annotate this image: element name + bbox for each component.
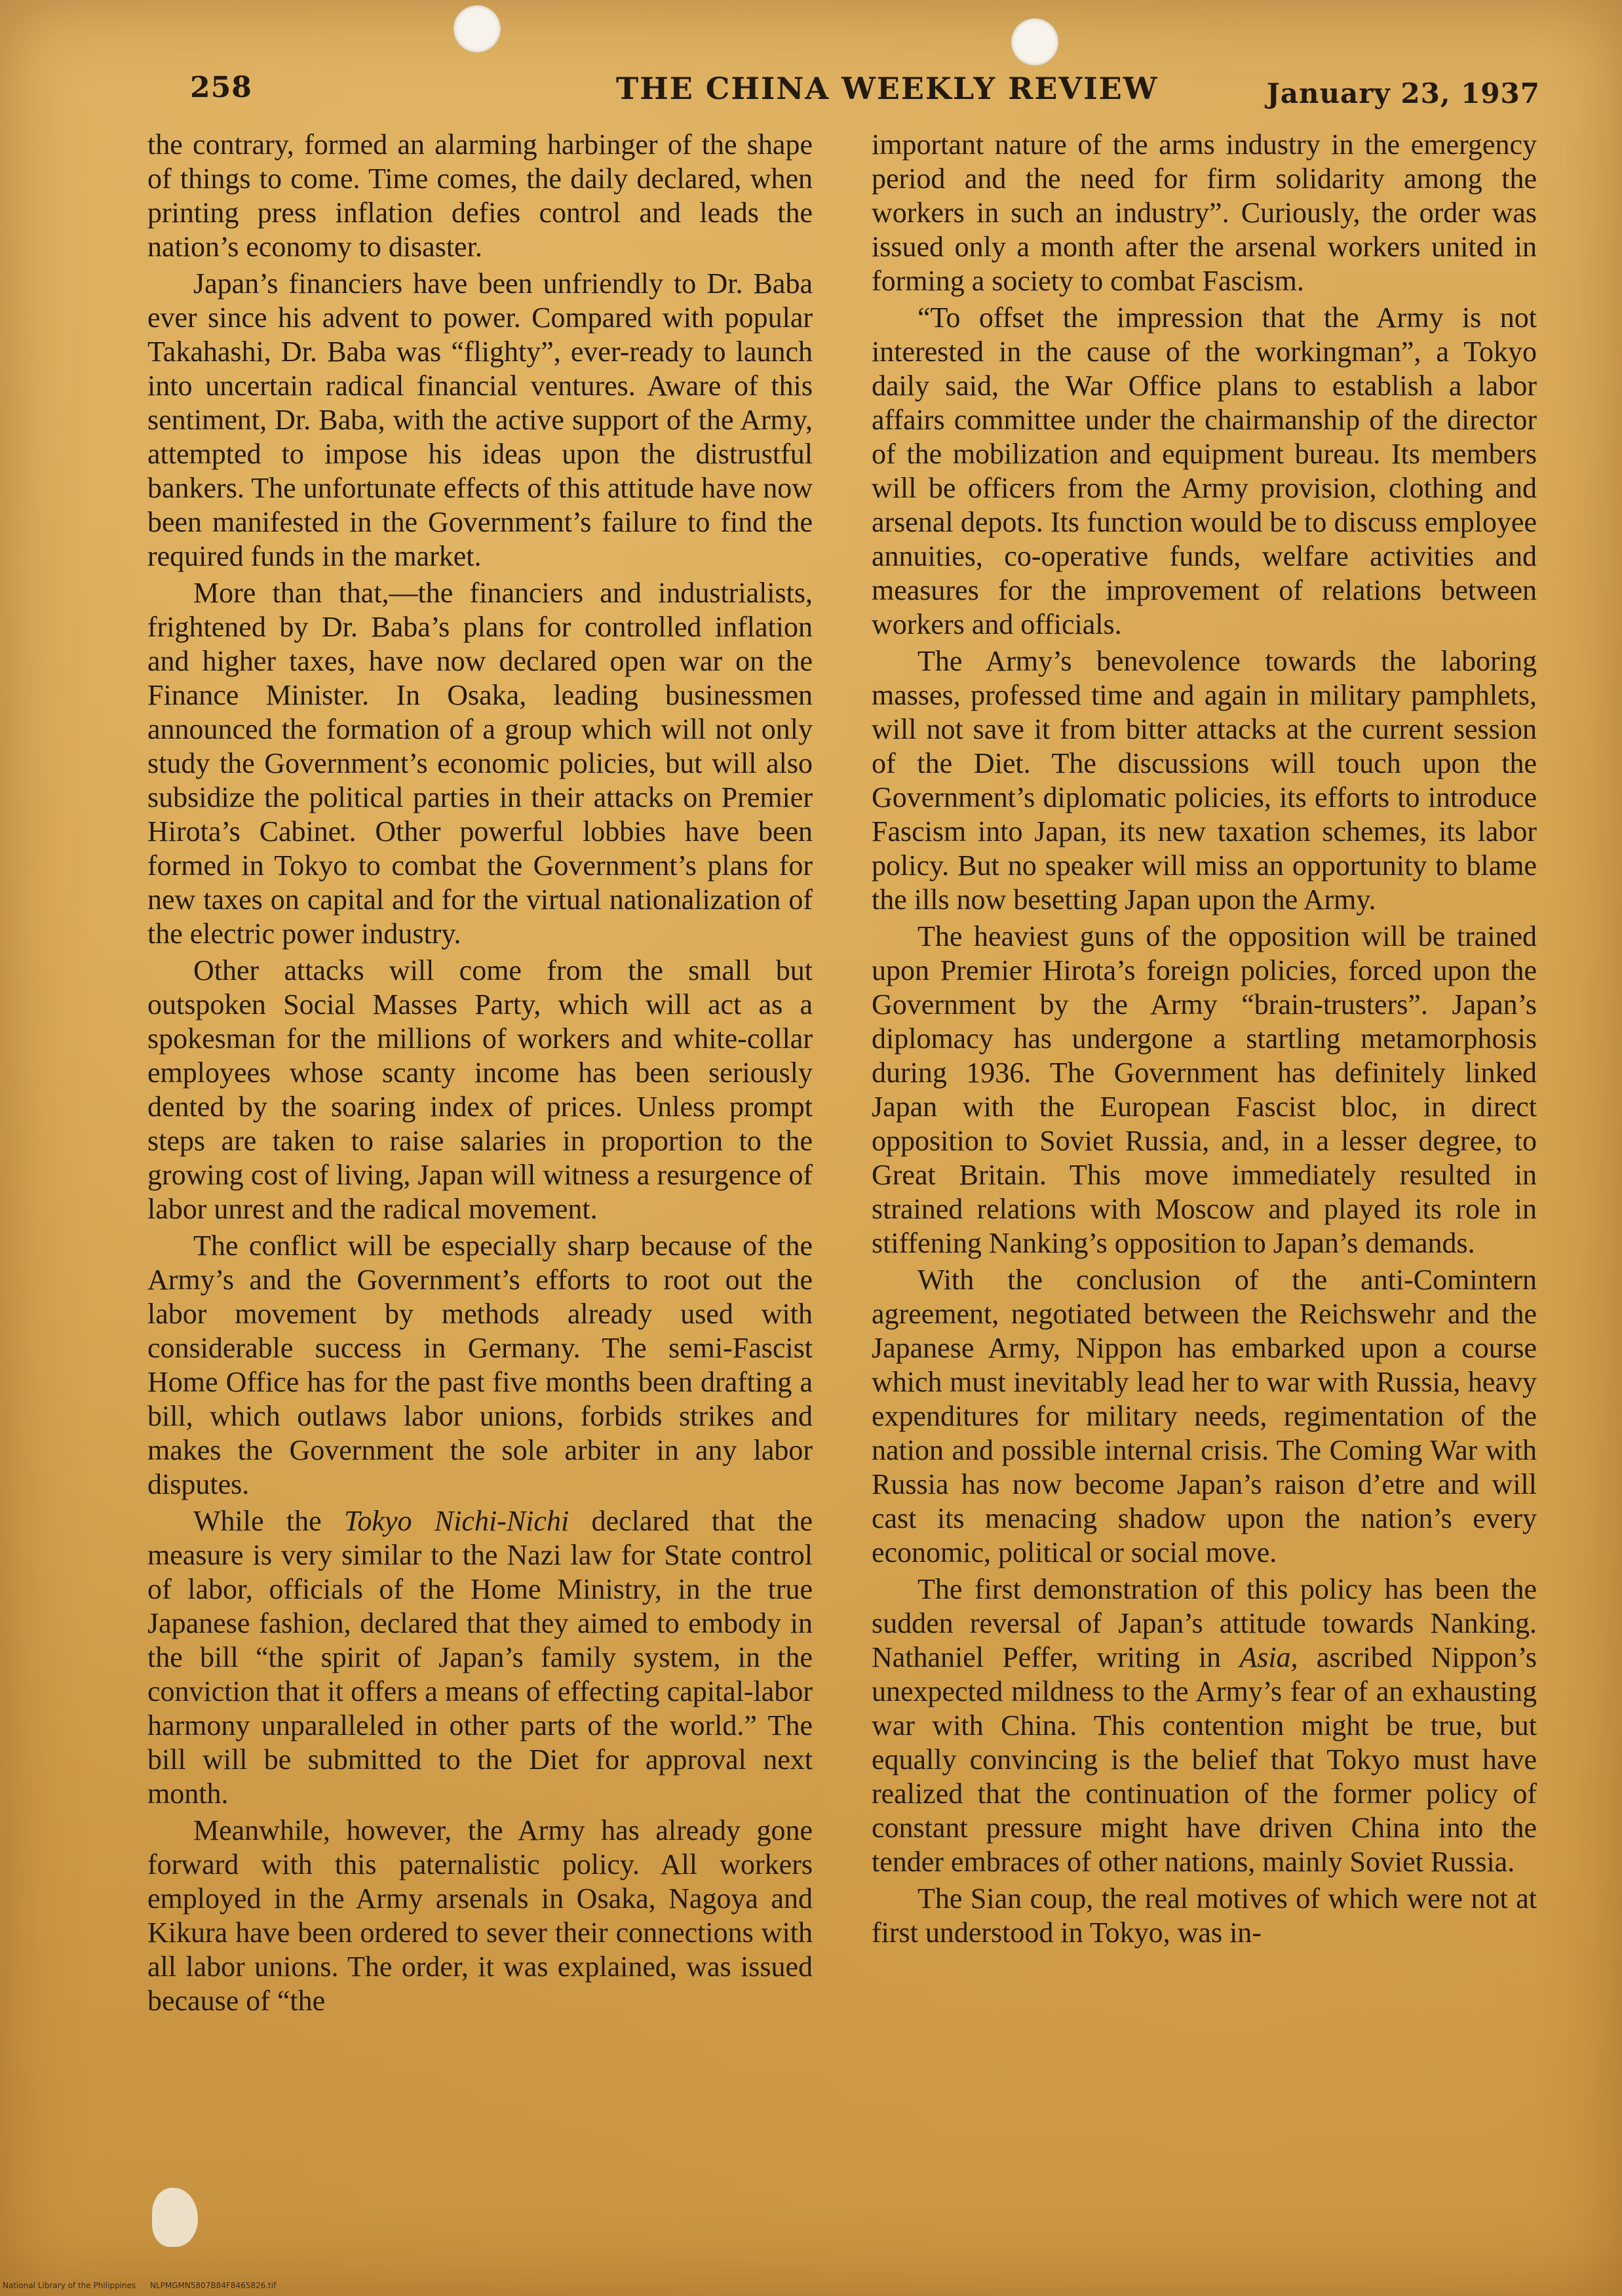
paragraph	[872, 128, 1537, 298]
paragraph	[872, 644, 1537, 917]
paragraph	[147, 1814, 813, 2018]
paragraph	[147, 1229, 813, 1502]
text-run: Japan’s financiers have been unfriendly to Dr. Baba ever since his advent to power. Compared with popular Takahashi, Dr. Baba was “flighty”, ever-ready to launch into uncertain radical financial ventures. Aware of this sentiment, Dr. Baba, with the active support of the Army, attempted to impose his ideas upon the distrustful bankers. The unfortunate effects of this attitude have now been manifested in the Government’s failure to find the required funds in the market.	[147, 267, 813, 572]
text-run: declared that the measure is very similar to the Nazi law for State control of labor, officials of the Home Ministry, in the true Japanese fashion, declared that they aimed to embody in the bill “the spirit of Japan’s family system, in the conviction that it offers a means of effecting capital-labor harmony unparalleled in other parts of the world.” The bill will be submitted to the Diet for approval next month.	[147, 1505, 813, 1810]
text-run: The heaviest guns of the opposition will be trained upon Premier Hirota’s foreign policies, forced upon the Government by the Army “brain-trusters”. Japan’s diplomacy has undergone a startling metamorphosis during 1936. The Government has definitely linked Japan with the European Fascist bloc, in direct opposition to Soviet Russia, and, in a lesser degree, to Great Britain. This move immediately resulted in strained relations with Moscow and played its role in stiffening Nanking’s opposition to Japan’s demands.	[872, 920, 1537, 1259]
italic-title: Tokyo Nichi-Nichi	[344, 1505, 570, 1537]
paragraph	[872, 1263, 1537, 1570]
journal-title: THE CHINA WEEKLY REVIEW	[616, 71, 1159, 106]
text-run: With the conclusion of the anti-Comintern agreement, negotiated between the Reichswehr and the Japanese Army, Nippon has embarked upon a course which must inevitably lead her to war with Russia, heavy expenditures for military needs, regimentation of the nation and possible internal crisis. The Coming War with Russia has now become Japan’s raison d’etre and will cast its menacing shadow upon the nation’s every economic, political or social move.	[872, 1264, 1537, 1568]
left-column	[147, 128, 813, 2021]
punch-hole-right	[1011, 18, 1058, 66]
paragraph	[147, 576, 813, 951]
text-run: Other attacks will come from the small but outspoken Social Masses Party, which will act as a spokesman for the millions of workers and white-collar employees whose scanty income has been seriously dented by the soaring index of prices. Unless prompt steps are taken to raise salaries in proportion to the growing cost of living, Japan will witness a resurgence of labor unrest and the radical movement.	[147, 954, 813, 1225]
text-run: the contrary, formed an alarming harbinger of the shape of things to come. Time comes, the daily declared, when printing press inflation defies control and leads the nation’s economy to disaster.	[147, 128, 813, 263]
text-run: important nature of the arms industry in the emergency period and the need for firm solidarity among the workers in such an industry”. Curiously, the order was issued only a month after the arsenal workers united in forming a society to combat Fascism.	[872, 128, 1537, 297]
text-run: The first demonstration of this policy has been the sudden reversal of Japan’s attitude towards Nanking. Nathaniel Peffer, writing in	[872, 1573, 1537, 1673]
punch-hole-left	[454, 5, 501, 52]
text-run: More than that,—the financiers and industrialists, frightened by Dr. Baba’s plans for controlled inflation and higher taxes, have now declared open war on the Finance Minister. In Osaka, leading businessmen announced the formation of a group which will not only study the Government’s economic policies, but will also subsidize the political parties in their attacks on Premier Hirota’s Cabinet. Other powerful lobbies have been formed in Tokyo to combat the Government’s plans for new taxes on capital and for the virtual nationalization of the electric power industry.	[147, 577, 813, 950]
scan-footer	[3, 2281, 276, 2290]
text-run: ascribed Nippon’s unexpected mildness to the Army’s fear of an exhausting war with China. This contention might be true, but equally convincing is the belief that Tokyo must have realized that the continuation of the former policy of constant pressure might have driven China into the tender embraces of other nations, mainly Soviet Russia.	[872, 1641, 1537, 1878]
text-run: The Army’s benevolence towards the laboring masses, professed time and again in military pamphlets, will not save it from bitter attacks at the current session of the Diet. The discussions will touch upon the Government’s diplomatic policies, its efforts to introduce Fascism into Japan, its new taxation schemes, its labor policy. But no speaker will miss an opportunity to blame the ills now besetting Japan upon the Army.	[872, 645, 1537, 916]
paragraph	[872, 1882, 1537, 1950]
italic-title: Asia,	[1239, 1641, 1298, 1673]
text-run: “To offset the impression that the Army is not interested in the cause of the workingman”, a Tokyo daily said, the War Office plans to establish a labor affairs committee under the chairmanship of the director of the mobilization and equipment bureau. Its members will be officers from the Army provision, clothing and arsenal depots. Its function would be to discuss employee annuities, co-operative funds, welfare activities and measures for the improvement of relations between workers and officials.	[872, 302, 1537, 640]
institution-stamp: National Library of the Philippines	[3, 2281, 136, 2290]
paragraph	[147, 128, 813, 264]
text-run: The conflict will be especially sharp because of the Army’s and the Government’s efforts to root out the labor movement by methods already used with considerable success in Germany. The semi-Fascist Home Office has for the past five months been drafting a bill, which outlaws labor unions, forbids strikes and makes the Government the sole arbiter in any labor disputes.	[147, 1230, 813, 1500]
page-number: 258	[190, 71, 252, 104]
paragraph	[147, 1504, 813, 1811]
text-run: While the	[193, 1505, 344, 1537]
running-head	[190, 71, 1540, 110]
scan-id: NLPMGMN5807B84F8465826.tif	[149, 2281, 277, 2290]
paragraph	[147, 954, 813, 1226]
paragraph	[872, 301, 1537, 642]
paragraph	[872, 920, 1537, 1260]
paragraph	[872, 1572, 1537, 1879]
right-column	[872, 128, 1537, 1953]
text-run: Meanwhile, however, the Army has already gone forward with this paternalistic policy. All workers employed in the Army arsenals in Osaka, Nagoya and Kikura have been ordered to sever their connections with all labor unions. The order, it was explained, was issued because of “the	[147, 1814, 813, 2017]
text-run: The Sian coup, the real motives of which were not at first understood in Tokyo, was in-	[872, 1882, 1537, 1949]
paper-tear	[152, 2188, 198, 2247]
issue-date: January 23, 1937	[1266, 77, 1540, 109]
paragraph	[147, 267, 813, 574]
